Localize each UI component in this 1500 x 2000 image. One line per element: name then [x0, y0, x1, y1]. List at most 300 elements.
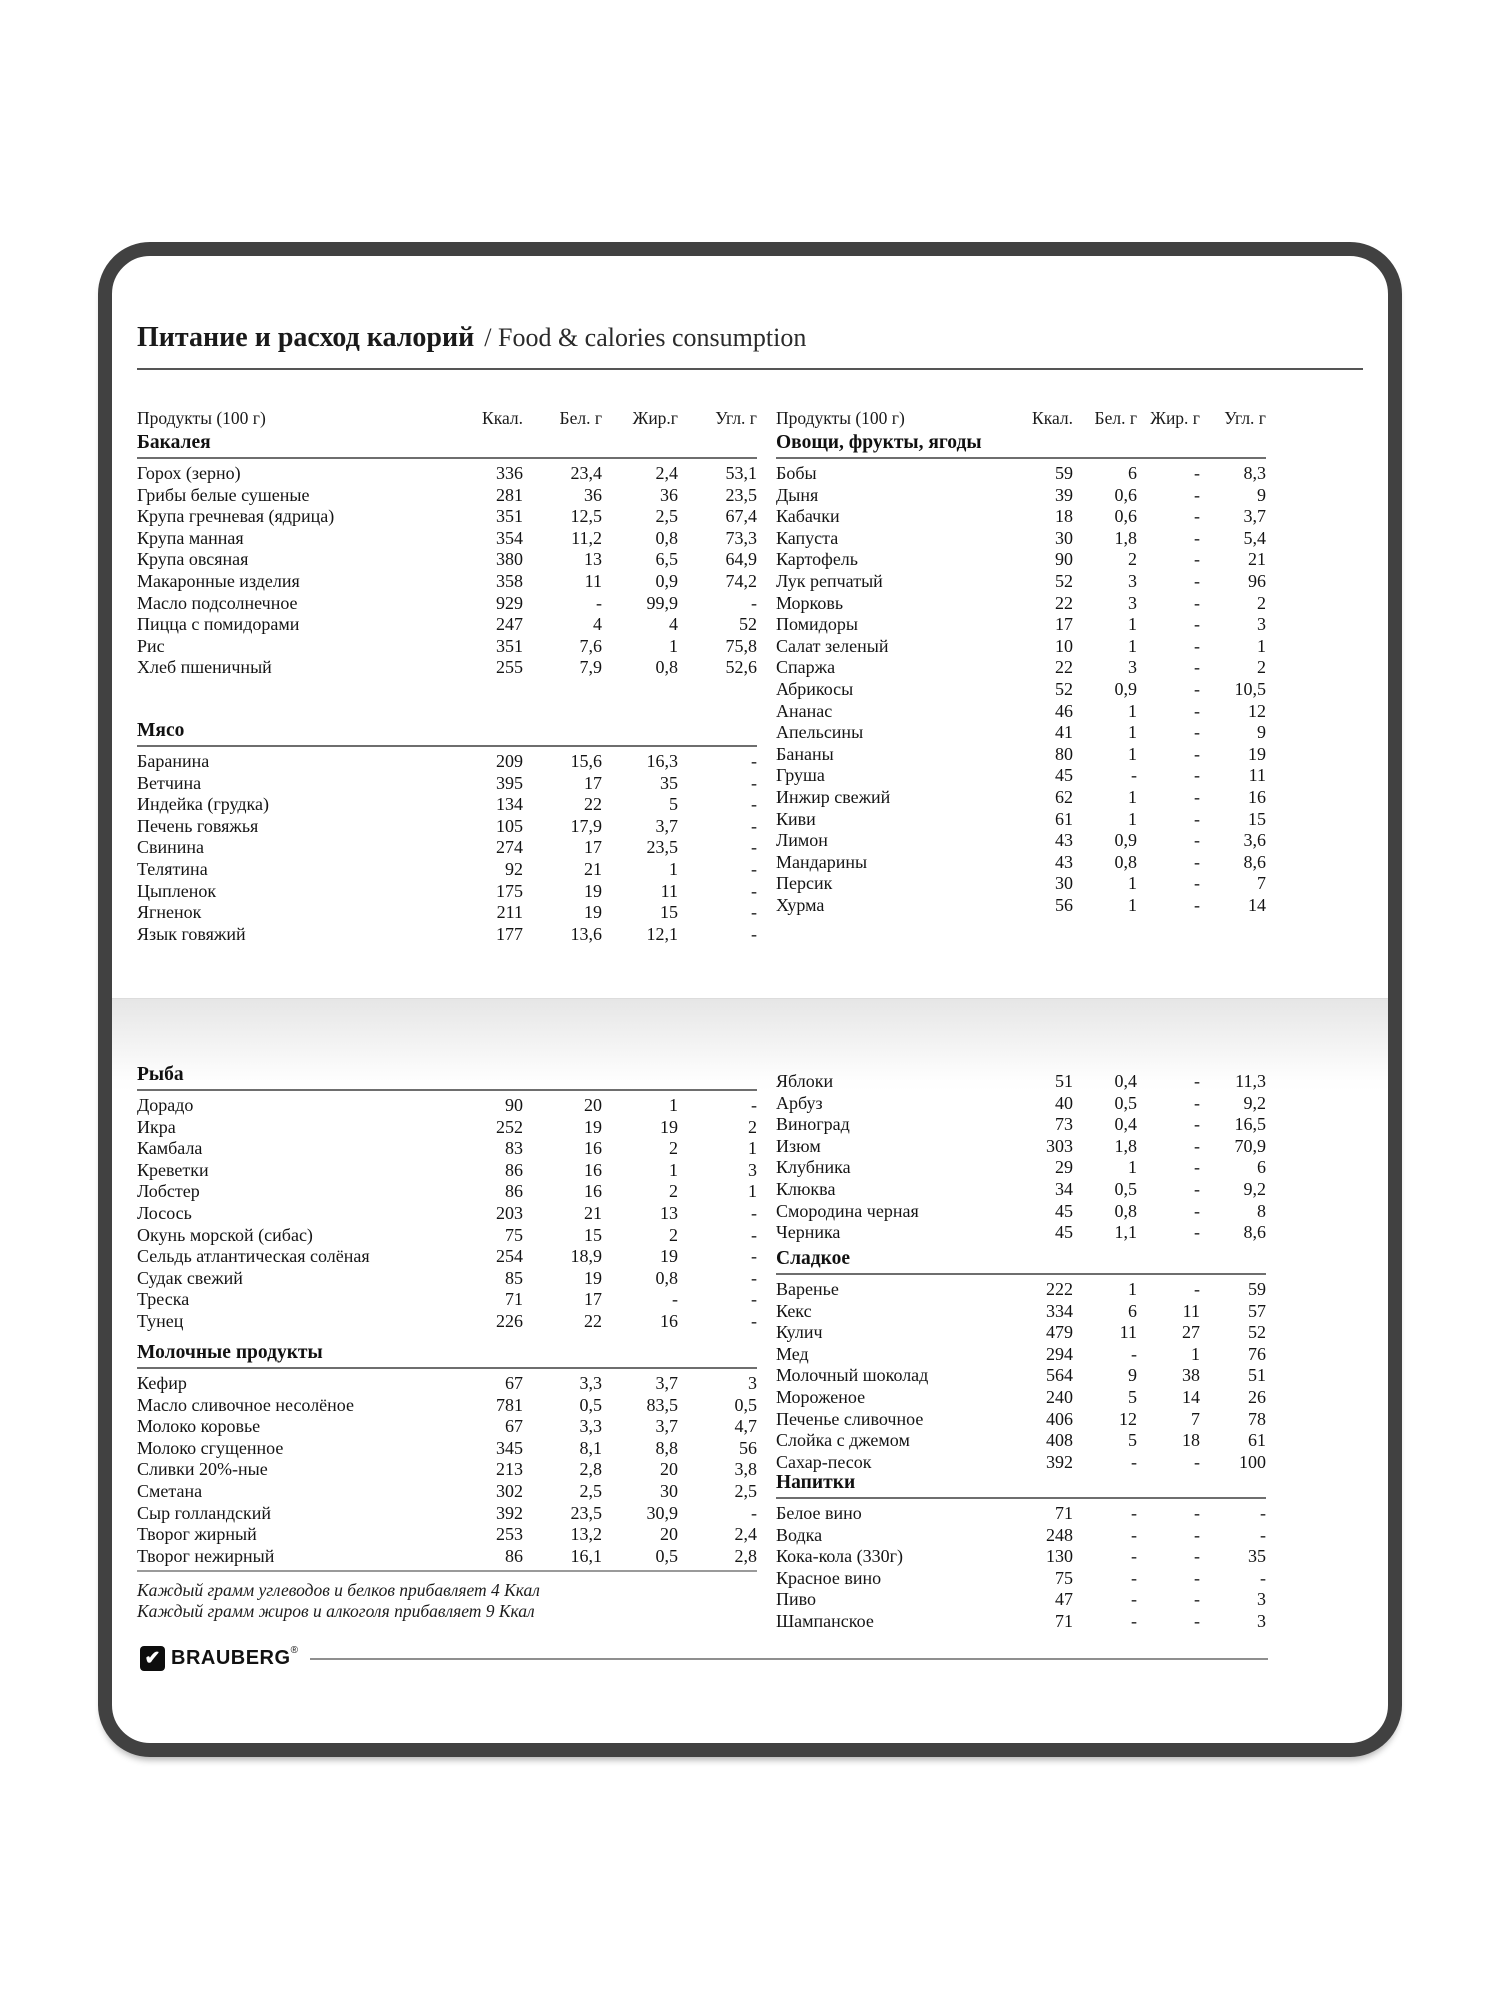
- kcal-cell: 86: [505, 1545, 523, 1566]
- protein-cell: 1: [1128, 786, 1137, 807]
- carbs-cell: 52: [1248, 1322, 1266, 1343]
- carbs-cell: 16: [1248, 786, 1266, 807]
- carbs-cell: 56: [739, 1437, 757, 1458]
- table-row: [137, 549, 757, 571]
- carbs-cell: 1: [748, 1181, 757, 1202]
- product-name-cell: Шампанское: [776, 1610, 874, 1631]
- protein-cell: -: [596, 592, 602, 613]
- fat-cell: 4: [669, 614, 678, 635]
- table-row: [776, 1301, 1266, 1323]
- kcal-cell: 29: [1055, 1157, 1073, 1178]
- table-row: [776, 1452, 1266, 1474]
- fat-cell: 99,9: [646, 592, 678, 613]
- page-title: [137, 322, 806, 354]
- carbs-cell: 53,1: [725, 463, 757, 483]
- product-name-cell: Клюква: [776, 1178, 836, 1199]
- product-name-cell: Кабачки: [776, 506, 840, 527]
- protein-cell: 16: [584, 1138, 602, 1159]
- kcal-cell: 345: [496, 1437, 523, 1458]
- fat-cell: 19: [660, 1246, 678, 1267]
- kcal-cell: 45: [1055, 1200, 1073, 1221]
- product-name-cell: Индейка (грудка): [137, 794, 269, 815]
- protein-cell: 0,6: [1114, 506, 1137, 527]
- table-row: [776, 1114, 1266, 1136]
- carbs-cell: 9,2: [1243, 1178, 1266, 1199]
- table-row: [776, 1546, 1266, 1568]
- table-row: [776, 463, 1266, 485]
- kcal-cell: 303: [1046, 1135, 1073, 1156]
- product-name-cell: Масло сливочное несолёное: [137, 1394, 355, 1415]
- protein-cell: 3: [1128, 657, 1137, 678]
- product-name-cell: Лук репчатый: [776, 570, 883, 591]
- fat-cell: 2: [669, 1181, 678, 1202]
- protein-cell: 15,6: [570, 751, 602, 771]
- table-header-row: [776, 408, 1266, 429]
- fat-cell: 23,5: [646, 837, 678, 858]
- carbs-cell: 78: [1248, 1408, 1266, 1429]
- kcal-cell: 392: [496, 1502, 523, 1523]
- product-name-cell: Грибы белые сушеные: [137, 484, 310, 505]
- carbs-cell: 3: [1257, 1610, 1266, 1631]
- carbs-cell: 26: [1248, 1386, 1266, 1407]
- carbs-cell: 3,6: [1243, 830, 1266, 851]
- kcal-cell: 351: [496, 635, 523, 656]
- product-name-cell: Молоко коровье: [137, 1416, 261, 1437]
- carbs-cell: -: [751, 751, 757, 771]
- fat-cell: -: [1194, 1200, 1200, 1221]
- header-fat: Жир. г: [1150, 408, 1200, 428]
- table-row: [137, 571, 757, 593]
- fat-cell: 18: [1182, 1430, 1200, 1451]
- kcal-cell: 130: [1046, 1546, 1073, 1567]
- kcal-cell: 336: [496, 463, 523, 483]
- table-row: [776, 1568, 1266, 1590]
- carbs-cell: 51: [1248, 1365, 1266, 1386]
- section-grocery: [137, 432, 757, 679]
- table-row: [776, 1201, 1266, 1223]
- product-name-cell: Кока-кола (330г): [776, 1546, 904, 1567]
- carbs-cell: 0,5: [734, 1394, 757, 1415]
- protein-cell: 19: [584, 1116, 602, 1137]
- product-name-cell: Язык говяжий: [137, 923, 246, 944]
- product-name-cell: Хурма: [776, 894, 825, 915]
- right-table-column: [776, 256, 1266, 1743]
- product-name-cell: Апельсины: [776, 722, 864, 743]
- protein-cell: 1: [1128, 635, 1137, 656]
- table-row: [137, 506, 757, 528]
- fat-cell: -: [1194, 700, 1200, 721]
- kcal-cell: 203: [496, 1202, 523, 1223]
- product-name-cell: Ананас: [776, 700, 833, 721]
- carbs-cell: 16,5: [1234, 1114, 1266, 1135]
- section-produce: [776, 432, 1266, 916]
- section-dairy: [137, 1342, 757, 1567]
- table-row: [137, 1246, 757, 1268]
- dairy-end-rule: [137, 1570, 757, 1572]
- table-row: [137, 1546, 757, 1568]
- product-name-cell: Абрикосы: [776, 678, 854, 699]
- table-row: [137, 485, 757, 507]
- kcal-cell: 75: [1055, 1567, 1073, 1588]
- section-rule: [776, 1497, 1266, 1499]
- carbs-cell: 15: [1248, 808, 1266, 829]
- carbs-cell: 9: [1257, 722, 1266, 743]
- header-carbs: Угл. г: [1224, 408, 1266, 428]
- protein-cell: 17: [584, 1289, 602, 1310]
- fat-cell: -: [1194, 527, 1200, 548]
- section-sweets: [776, 1248, 1266, 1473]
- fat-cell: 1: [669, 635, 678, 656]
- carbs-cell: 70,9: [1234, 1135, 1266, 1156]
- carbs-cell: 52,6: [725, 657, 757, 678]
- carbs-cell: -: [751, 880, 757, 901]
- fat-cell: 0,8: [655, 1267, 678, 1288]
- carbs-cell: -: [1260, 1567, 1266, 1588]
- kcal-cell: 222: [1046, 1279, 1073, 1299]
- carbs-cell: 75,8: [725, 635, 757, 656]
- kcal-cell: 209: [496, 751, 523, 771]
- table-row: [776, 1344, 1266, 1366]
- kcal-cell: 213: [496, 1459, 523, 1480]
- fat-cell: 35: [660, 772, 678, 793]
- protein-cell: 19: [584, 902, 602, 923]
- protein-cell: 1,1: [1114, 1222, 1137, 1243]
- carbs-cell: -: [751, 815, 757, 836]
- fat-cell: 38: [1182, 1365, 1200, 1386]
- protein-cell: -: [1131, 765, 1137, 786]
- product-name-cell: Крупа овсяная: [137, 549, 249, 570]
- kcal-cell: 358: [496, 570, 523, 591]
- fat-cell: -: [1194, 570, 1200, 591]
- kcal-cell: 52: [1055, 570, 1073, 591]
- carbs-cell: 57: [1248, 1300, 1266, 1321]
- fat-cell: -: [1194, 1546, 1200, 1567]
- protein-cell: 1: [1128, 1279, 1137, 1299]
- protein-cell: 2: [1128, 549, 1137, 570]
- fat-cell: 15: [660, 902, 678, 923]
- product-name-cell: Окунь морской (сибас): [137, 1224, 313, 1245]
- product-name-cell: Черника: [776, 1222, 841, 1243]
- protein-cell: 7,9: [579, 657, 602, 678]
- product-name-cell: Кекс: [776, 1300, 812, 1321]
- carbs-cell: 1: [1257, 635, 1266, 656]
- carbs-cell: 74,2: [725, 570, 757, 591]
- header-product: Продукты (100 г): [137, 408, 266, 428]
- fat-cell: -: [1194, 1178, 1200, 1199]
- fat-cell: -: [1194, 1092, 1200, 1113]
- table-row: [137, 636, 757, 658]
- product-name-cell: Водка: [776, 1524, 823, 1545]
- protein-cell: 19: [584, 1267, 602, 1288]
- table-row: [776, 528, 1266, 550]
- product-name-cell: Белое вино: [776, 1503, 862, 1523]
- kcal-cell: 39: [1055, 484, 1073, 505]
- fat-cell: -: [1194, 830, 1200, 851]
- fat-cell: -: [1194, 657, 1200, 678]
- section-rule: [776, 457, 1266, 459]
- carbs-cell: 23,5: [725, 484, 757, 505]
- table-row: [776, 1179, 1266, 1201]
- carbs-cell: 21: [1248, 549, 1266, 570]
- table-row: [776, 830, 1266, 852]
- table-row: [776, 614, 1266, 636]
- fat-cell: 36: [660, 484, 678, 505]
- protein-cell: 0,5: [1114, 1092, 1137, 1113]
- product-name-cell: Крупа гречневая (ядрица): [137, 506, 335, 527]
- table-row: [776, 1279, 1266, 1301]
- kcal-cell: 380: [496, 549, 523, 570]
- protein-cell: 1: [1128, 1157, 1137, 1178]
- fat-cell: -: [1194, 1222, 1200, 1243]
- section-drinks: [776, 1472, 1266, 1633]
- protein-cell: 19: [584, 880, 602, 901]
- header-protein: Бел. г: [1094, 408, 1137, 428]
- section-title: Рыба: [137, 1064, 184, 1085]
- protein-cell: 13,2: [570, 1524, 602, 1545]
- protein-cell: 13: [584, 549, 602, 570]
- kcal-cell: 255: [496, 657, 523, 678]
- page-title-ru: Питание и расход калорий: [137, 322, 475, 353]
- carbs-cell: 3,8: [734, 1459, 757, 1480]
- protein-cell: 21: [584, 1202, 602, 1223]
- table-row: [776, 1093, 1266, 1115]
- protein-cell: -: [1131, 1503, 1137, 1523]
- brand-name: BRAUBERG: [171, 1647, 291, 1669]
- carbs-cell: 2,4: [734, 1524, 757, 1545]
- table-row: [137, 859, 757, 881]
- kcal-cell: 41: [1055, 722, 1073, 743]
- product-name-cell: Лобстер: [137, 1181, 200, 1202]
- carbs-cell: -: [751, 1202, 757, 1223]
- table-row: [776, 1409, 1266, 1431]
- product-name-cell: Лимон: [776, 830, 828, 851]
- section-produce-continued: [776, 1071, 1266, 1244]
- brand-row: [140, 1646, 1268, 1671]
- carbs-cell: 73,3: [725, 527, 757, 548]
- table-row: [137, 1503, 757, 1525]
- table-row: [137, 773, 757, 795]
- table-header-row: [137, 408, 757, 429]
- table-row: [776, 1589, 1266, 1611]
- kcal-cell: 71: [1055, 1503, 1073, 1523]
- kcal-cell: 40: [1055, 1092, 1073, 1113]
- fat-cell: -: [1194, 484, 1200, 505]
- carbs-cell: 8: [1257, 1200, 1266, 1221]
- protein-cell: -: [1131, 1610, 1137, 1631]
- carbs-cell: 12: [1248, 700, 1266, 721]
- fat-cell: 83,5: [646, 1394, 678, 1415]
- protein-cell: -: [1131, 1567, 1137, 1588]
- table-row: [137, 924, 757, 946]
- protein-cell: 17: [584, 837, 602, 858]
- table-row: [137, 1311, 757, 1333]
- kcal-cell: 30: [1055, 527, 1073, 548]
- kcal-cell: 56: [1055, 894, 1073, 915]
- table-row: [137, 1289, 757, 1311]
- fat-cell: 1: [669, 1095, 678, 1115]
- carbs-cell: -: [751, 923, 757, 944]
- fat-cell: 13: [660, 1202, 678, 1223]
- fat-cell: 1: [669, 858, 678, 879]
- table-row: [137, 816, 757, 838]
- protein-cell: 1: [1128, 614, 1137, 635]
- fat-cell: 8,8: [655, 1437, 678, 1458]
- table-row: [776, 679, 1266, 701]
- protein-cell: 5: [1128, 1430, 1137, 1451]
- kcal-cell: 43: [1055, 851, 1073, 872]
- carbs-cell: -: [751, 1224, 757, 1245]
- carbs-cell: 11: [1248, 765, 1266, 786]
- protein-cell: 1: [1128, 722, 1137, 743]
- kcal-cell: 51: [1055, 1071, 1073, 1091]
- product-name-cell: Клубника: [776, 1157, 851, 1178]
- protein-cell: 11: [584, 570, 602, 591]
- carbs-cell: 59: [1248, 1279, 1266, 1299]
- carbs-cell: 2: [1257, 592, 1266, 613]
- kcal-cell: 781: [496, 1394, 523, 1415]
- fat-cell: 2: [669, 1138, 678, 1159]
- table-row: [137, 614, 757, 636]
- protein-cell: 1: [1128, 894, 1137, 915]
- carbs-cell: 14: [1248, 894, 1266, 915]
- table-row: [776, 1136, 1266, 1158]
- protein-cell: 16: [584, 1159, 602, 1180]
- table-row: [776, 873, 1266, 895]
- table-row: [776, 787, 1266, 809]
- product-name-cell: Молочный шоколад: [776, 1365, 929, 1386]
- protein-cell: -: [1131, 1451, 1137, 1472]
- protein-cell: 0,8: [1114, 851, 1137, 872]
- carbs-cell: -: [751, 1289, 757, 1310]
- header-kcal: Ккал.: [482, 408, 523, 428]
- fat-cell: -: [1194, 851, 1200, 872]
- product-name-cell: Творог нежирный: [137, 1545, 275, 1566]
- protein-cell: 8,1: [579, 1437, 602, 1458]
- carbs-cell: -: [751, 1095, 757, 1115]
- carbs-cell: 61: [1248, 1430, 1266, 1451]
- fat-cell: -: [1194, 1279, 1200, 1299]
- fat-cell: 0,8: [655, 527, 678, 548]
- left-table-column: [137, 256, 757, 1743]
- section-title: Молочные продукты: [137, 1342, 323, 1363]
- protein-cell: 20: [584, 1095, 602, 1115]
- product-name-cell: Творог жирный: [137, 1524, 257, 1545]
- protein-cell: 11,2: [571, 527, 602, 548]
- fat-cell: -: [1194, 549, 1200, 570]
- protein-cell: 0,6: [1114, 484, 1137, 505]
- fat-cell: 12,1: [646, 923, 678, 944]
- kcal-cell: 247: [496, 614, 523, 635]
- protein-cell: 0,5: [1114, 1178, 1137, 1199]
- table-row: [776, 765, 1266, 787]
- carbs-cell: -: [751, 837, 757, 858]
- product-name-cell: Пицца с помидорами: [137, 614, 300, 635]
- registered-trademark-icon: ®: [290, 1645, 298, 1656]
- kcal-cell: 71: [505, 1289, 523, 1310]
- table-row: [776, 1503, 1266, 1525]
- carbs-cell: 19: [1248, 743, 1266, 764]
- table-row: [776, 506, 1266, 528]
- fat-cell: 30: [660, 1480, 678, 1501]
- product-name-cell: Печень говяжья: [137, 815, 259, 836]
- kcal-cell: 564: [1046, 1365, 1073, 1386]
- product-name-cell: Икра: [137, 1116, 176, 1137]
- kcal-cell: 86: [505, 1181, 523, 1202]
- table-row: [137, 1225, 757, 1247]
- header-kcal: Ккал.: [1032, 408, 1073, 428]
- footer-rule: [310, 1658, 1268, 1660]
- section-title: Бакалея: [137, 432, 211, 453]
- protein-cell: -: [1131, 1546, 1137, 1567]
- note-line-1: Каждый грамм углеводов и белков прибавляет 4 Ккал: [137, 1580, 540, 1600]
- fat-cell: 1: [1191, 1343, 1200, 1364]
- fat-cell: -: [1194, 592, 1200, 613]
- table-row: [137, 794, 757, 816]
- fat-cell: 0,8: [655, 657, 678, 678]
- protein-cell: 21: [584, 858, 602, 879]
- protein-cell: 11: [1119, 1322, 1137, 1343]
- page-title-en: / Food & calories consumption: [484, 323, 807, 352]
- protein-cell: 17,9: [570, 815, 602, 836]
- product-name-cell: Ветчина: [137, 772, 202, 793]
- fat-cell: -: [1194, 1114, 1200, 1135]
- product-name-cell: Пиво: [776, 1589, 817, 1610]
- kcal-cell: 134: [496, 794, 523, 815]
- product-name-cell: Кулич: [776, 1322, 823, 1343]
- product-name-cell: Баранина: [137, 751, 210, 771]
- protein-cell: -: [1131, 1589, 1137, 1610]
- table-row: [137, 1117, 757, 1139]
- fat-cell: -: [1194, 1610, 1200, 1631]
- kcal-cell: 90: [505, 1095, 523, 1115]
- fat-cell: -: [1194, 1135, 1200, 1156]
- protein-cell: 1: [1128, 700, 1137, 721]
- carbs-cell: 67,4: [725, 506, 757, 527]
- protein-cell: 23,5: [570, 1502, 602, 1523]
- product-name-cell: Виноград: [776, 1114, 850, 1135]
- carbs-cell: 8,6: [1243, 851, 1266, 872]
- protein-cell: 15: [584, 1224, 602, 1245]
- table-row: [137, 1459, 757, 1481]
- carbs-cell: -: [751, 1310, 757, 1331]
- kcal-cell: 46: [1055, 700, 1073, 721]
- fat-cell: -: [1194, 1071, 1200, 1091]
- kcal-cell: 351: [496, 506, 523, 527]
- product-name-cell: Картофель: [776, 549, 858, 570]
- kcal-cell: 61: [1055, 808, 1073, 829]
- fat-cell: 6,5: [655, 549, 678, 570]
- product-name-cell: Сахар-песок: [776, 1451, 872, 1472]
- section-rule: [137, 745, 757, 747]
- fat-cell: 7: [1191, 1408, 1200, 1429]
- kcal-cell: 274: [496, 837, 523, 858]
- fat-cell: -: [1194, 678, 1200, 699]
- kcal-cell: 75: [505, 1224, 523, 1245]
- fat-cell: -: [1194, 635, 1200, 656]
- carbs-cell: -: [1260, 1524, 1266, 1545]
- fat-cell: -: [1194, 743, 1200, 764]
- product-name-cell: Кефир: [137, 1373, 187, 1393]
- fat-cell: -: [1194, 786, 1200, 807]
- protein-cell: 0,9: [1114, 678, 1137, 699]
- header-product: Продукты (100 г): [776, 408, 905, 428]
- kcal-cell: 929: [496, 592, 523, 613]
- kcal-cell: 334: [1046, 1300, 1073, 1321]
- table-row: [776, 1430, 1266, 1452]
- table-row: [776, 701, 1266, 723]
- fat-cell: -: [1194, 722, 1200, 743]
- kcal-cell: 253: [496, 1524, 523, 1545]
